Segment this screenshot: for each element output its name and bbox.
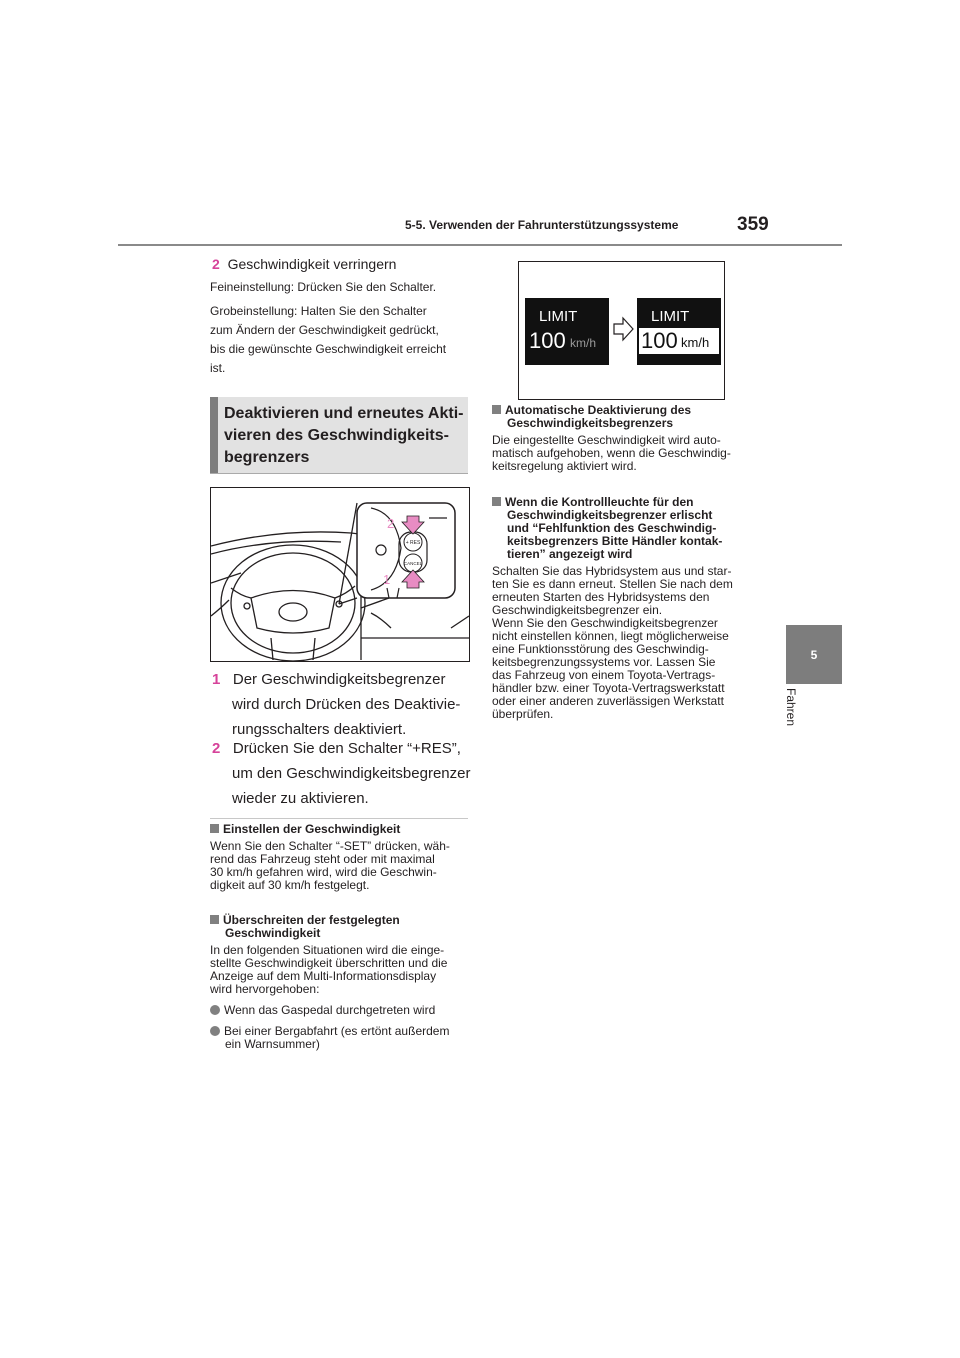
- round-bullet-icon: [210, 1005, 220, 1015]
- steering-wheel-drawing: [211, 488, 469, 661]
- chapter-number: 5: [810, 647, 818, 662]
- section-title: Deaktivieren und erneutes Akti- vieren des Geschwindigkeits- begrenzers: [224, 405, 464, 466]
- header-rule: [118, 244, 842, 246]
- chapter-tab: [786, 625, 842, 684]
- step-2-heading: 2 Geschwindigkeit verringern: [212, 256, 397, 272]
- section-underline: [210, 473, 468, 474]
- round-bullet-icon: [210, 1026, 220, 1036]
- coarse-adjust-text: Grobeinstellung: Halten Sie den Schalter zum Ändern der Geschwindigkeit gedrückt, bis die gewünschte Geschwindigkeit erreicht ist.: [210, 304, 447, 375]
- section-heading-box: [210, 397, 468, 473]
- item-2: 2 Drücken Sie den Schalter “+RES”, um den Geschwindigkeitsbegrenzer wieder zu aktivieren.: [212, 740, 471, 807]
- speed-limit-display-illustration: [518, 261, 725, 400]
- chapter-label: Fahren: [784, 688, 798, 727]
- limit-label-before: LIMIT: [539, 308, 578, 325]
- square-bullet-icon: [492, 405, 501, 414]
- transition-arrow-icon: [614, 318, 633, 340]
- square-bullet-icon: [210, 824, 219, 833]
- speed-limit-display-drawing: [519, 262, 724, 399]
- page-number: 359: [737, 214, 769, 235]
- limit-label-after: LIMIT: [651, 308, 690, 325]
- subsection-exceed-speed: Überschreiten der festgelegten Geschwindigkeit In den folgenden Situationen wird die einge- stellte Geschwindigkeit überschritten und die Anzeige auf dem Multi-Informationsdisplay wird hervorgehoben: Wenn das Gaspedal durchgetreten wird Bei einer Bergabfahrt (es ertönt außerdem ein Warnsummer): [210, 913, 450, 1051]
- fine-adjust-text: Feineinstellung: Drücken Sie den Schalter.: [210, 280, 437, 294]
- callout-1-label: 1: [383, 572, 391, 587]
- item-1: 1 Der Geschwindigkeitsbegrenzer wird durch Drücken des Deaktivie- rungsschalters deaktiviert.: [212, 671, 461, 738]
- subsection-speed-setting: Einstellen der Geschwindigkeit Wenn Sie den Schalter “-SET” drücken, wäh- rend das Fahrzeug steht oder mit maximal 30 km/h gefahren wird, wird die Geschwin- digkeit auf 30 km/h festgelegt.: [210, 822, 450, 892]
- speed-unit-after: km/h: [681, 335, 710, 350]
- square-bullet-icon: [210, 915, 219, 924]
- separator: [210, 818, 468, 819]
- speed-value-before: 100: [529, 328, 566, 353]
- subsection-auto-deactivation: Automatische Deaktivierung des Geschwindigkeitsbegrenzers Die eingestellte Geschwindigkeit wird auto- matisch aufgehoben, wenn die Geschwindig- keitsregelung aktiviert wird.: [492, 403, 731, 473]
- cancel-button-label: CANCEL: [403, 561, 423, 566]
- section-header: 5-5. Verwenden der Fahrunterstützungssysteme: [405, 218, 679, 232]
- res-button-label: + RES: [405, 540, 421, 546]
- section-heading-bar: [210, 397, 218, 473]
- callout-2-label: 2: [387, 516, 395, 531]
- steering-wheel-illustration: [210, 487, 470, 662]
- square-bullet-icon: [492, 497, 501, 506]
- speed-value-after: 100: [641, 328, 678, 353]
- subsection-malfunction: Wenn die Kontrollleuchte für den Geschwindigkeitsbegrenzer erlischt und “Fehlfunktion des Geschwindig- keitsbegrenzers Bitte Händler kontak- tieren” angezeigt wird Schalten Sie das Hybridsystem aus und star- ten Sie es dann erneut. Stellen Sie nach dem erneuten Starten des Hybridsystems den Geschwindigkeitsbegrenzer ein. Wenn Sie den Geschwindigkeitsbegrenzer nicht einstellen können, liegt möglicherweise eine Funktionsstörung des Geschwindig- keitsbegrenzungssystems vor. Lassen Sie das Fahrzeug von einem Toyota-Vertrags- händler bzw. einer Toyota-Vertragswerkstatt oder einer anderen zuverlässigen Werkstatt überprüfen.: [492, 495, 733, 721]
- speed-unit-before: km/h: [570, 336, 597, 350]
